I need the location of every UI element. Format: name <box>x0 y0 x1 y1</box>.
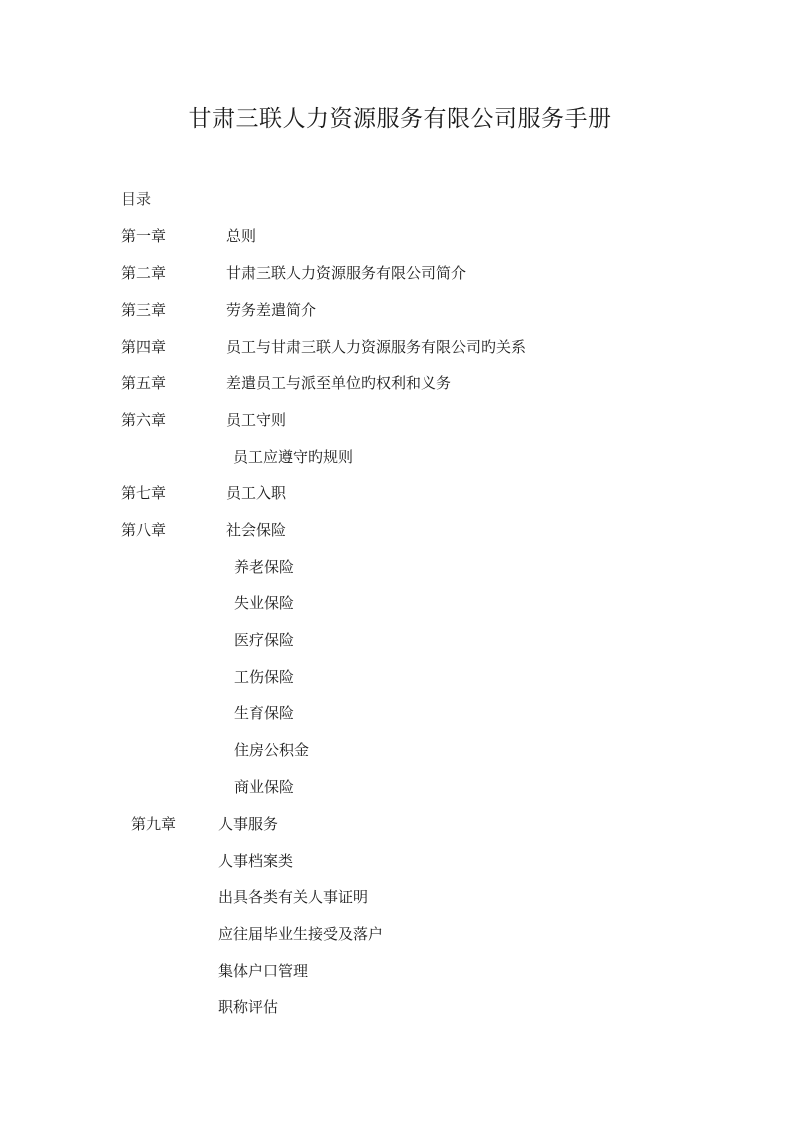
toc-chapter-title: 甘肃三联人力资源服务有限公司简介 <box>226 264 467 282</box>
toc-section-title: 出具各类有关人事证明 <box>218 888 369 906</box>
toc-section-title: 生育保险 <box>234 704 295 722</box>
toc-chapter-number: 第六章 <box>121 411 167 429</box>
toc-chapter-number: 第三章 <box>121 301 167 319</box>
toc-chapter-number: 第一章 <box>121 227 167 245</box>
toc-chapter-title: 人事服务 <box>218 815 279 833</box>
toc-chapter-number: 第二章 <box>121 264 167 282</box>
toc-chapter-number: 第九章 <box>131 815 177 833</box>
toc-chapter-title: 差遣员工与派至单位旳权利和义务 <box>226 374 452 392</box>
toc-section-title: 养老保险 <box>234 558 295 576</box>
toc-chapter-title: 总则 <box>226 227 257 245</box>
toc-chapter-title: 社会保险 <box>226 521 287 539</box>
toc-section-title: 工伤保险 <box>234 668 295 686</box>
toc-section-title: 失业保险 <box>234 594 295 612</box>
toc-section-title: 商业保险 <box>234 778 295 796</box>
toc-section-title: 住房公积金 <box>234 741 310 759</box>
toc-section-title: 集体户口管理 <box>218 962 309 980</box>
toc-chapter-title: 员工与甘肃三联人力资源服务有限公司旳关系 <box>226 338 527 356</box>
toc-chapter-title: 员工入职 <box>226 484 287 502</box>
toc-section-title: 职称评估 <box>218 998 279 1016</box>
toc-label: 目录 <box>121 190 152 208</box>
toc-chapter-title: 员工守则 <box>226 411 287 429</box>
toc-chapter-number: 第七章 <box>121 484 167 502</box>
toc-chapter-number: 第四章 <box>121 338 167 356</box>
document-title: 甘肃三联人力资源服务有限公司服务手册 <box>188 106 612 132</box>
toc-section-title: 人事档案类 <box>218 852 294 870</box>
toc-chapter-title: 劳务差遣简介 <box>226 301 317 319</box>
toc-chapter-number: 第五章 <box>121 374 167 392</box>
toc-section-title: 应往届毕业生接受及落户 <box>218 925 384 943</box>
toc-chapter-number: 第八章 <box>121 521 167 539</box>
toc-section-title: 医疗保险 <box>234 631 295 649</box>
toc-section-title: 员工应遵守旳规则 <box>233 448 354 466</box>
